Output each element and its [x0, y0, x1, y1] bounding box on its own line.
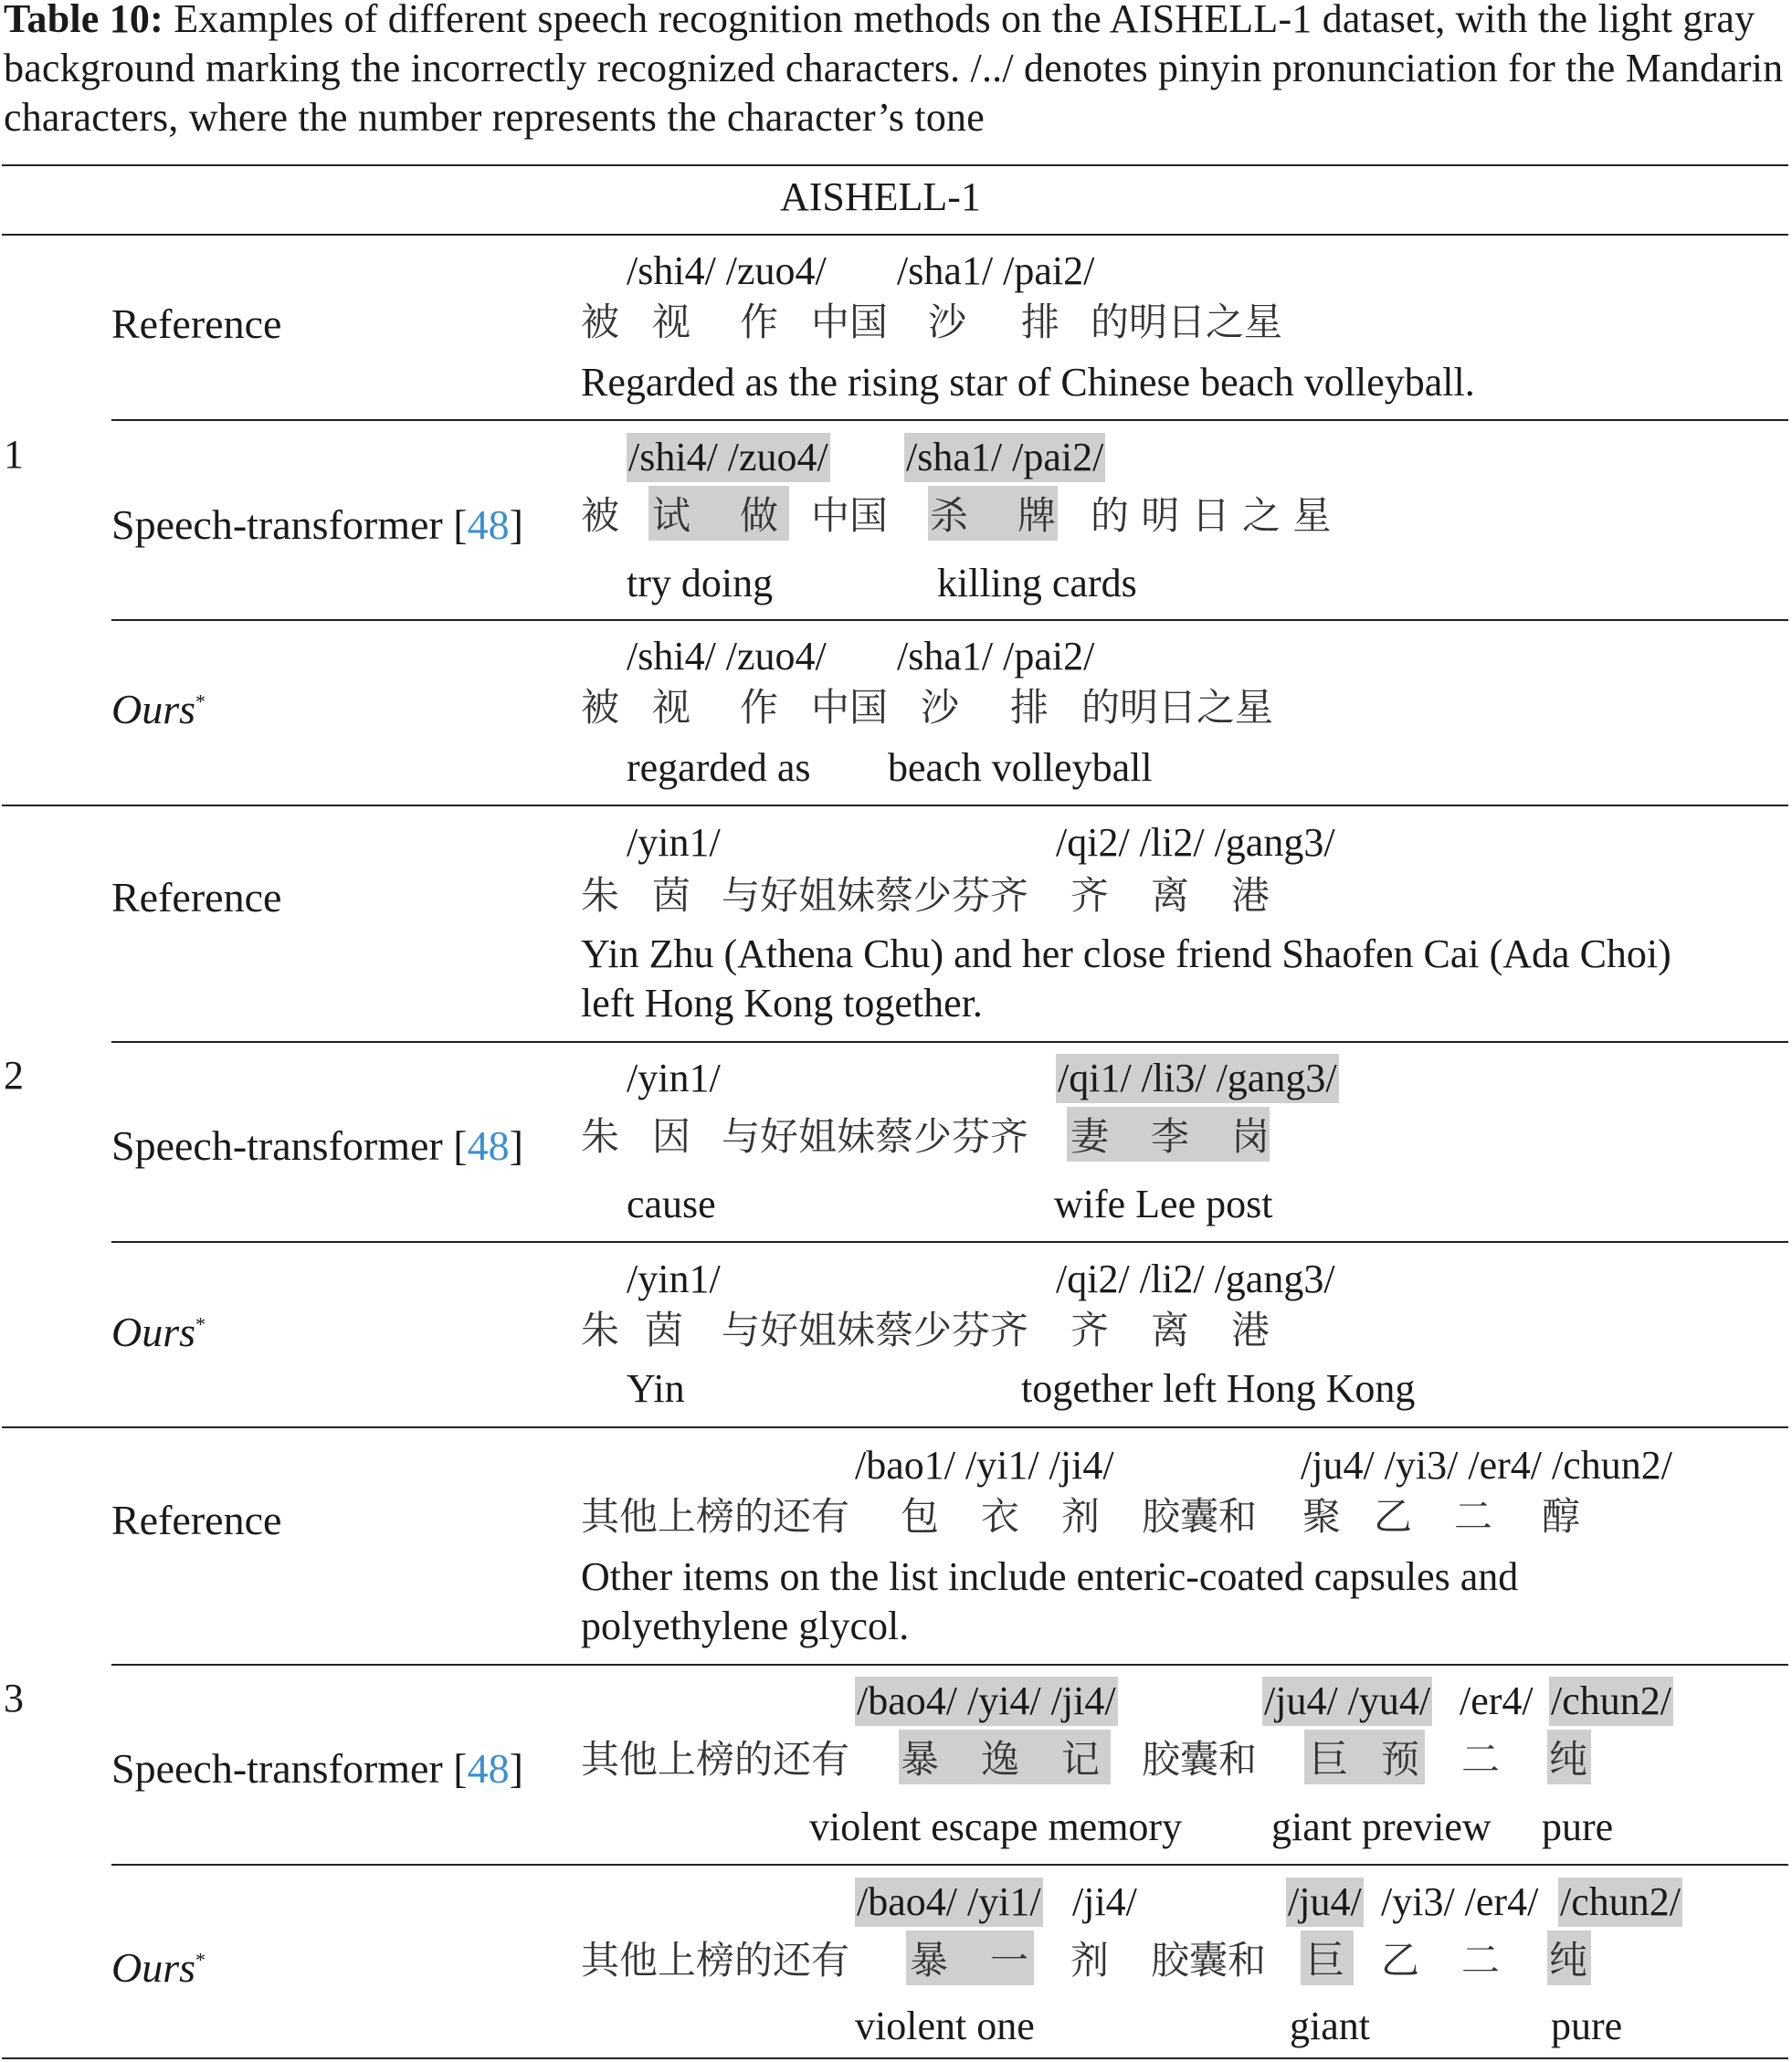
- group-divider: [2, 1426, 1788, 1428]
- hanzi-error: 做: [740, 493, 779, 538]
- hanzi: 离: [1151, 873, 1190, 918]
- translation: giant: [1290, 2004, 1370, 2048]
- hanzi: 茵: [652, 873, 691, 918]
- table-header: AISHELL-1: [780, 174, 981, 219]
- star-marker: *: [195, 1948, 206, 1972]
- pinyin-error: /bao4/ /yi1/: [855, 1878, 1043, 1927]
- method-name: Speech-transformer: [111, 1122, 443, 1169]
- translation: Other items on the list include enteric-coated capsules and: [581, 1554, 1519, 1599]
- method-label: Speech-transformer [48]: [111, 1745, 523, 1792]
- hanzi: 衣: [981, 1494, 1020, 1539]
- translation: pure: [1551, 2004, 1623, 2048]
- translation: cause: [627, 1182, 716, 1226]
- hanzi: 因: [652, 1114, 691, 1159]
- hanzi: 排: [1021, 300, 1060, 344]
- hanzi-error: 妻: [1070, 1114, 1110, 1159]
- hanzi: 港: [1231, 1308, 1270, 1352]
- hanzi: 二: [1454, 1494, 1493, 1539]
- hanzi: 作: [740, 685, 779, 730]
- pinyin: /ji4/: [1072, 1879, 1137, 1924]
- hanzi-error: 纯: [1549, 1737, 1588, 1782]
- translation: Yin: [627, 1366, 685, 1411]
- hanzi: 的 明 日 之 星: [1091, 493, 1332, 538]
- top-rule: [2, 164, 1788, 166]
- hanzi: 其他上榜的还有: [581, 1737, 850, 1782]
- hanzi: 的明日之星: [1091, 300, 1283, 344]
- hanzi: 剂: [1070, 1938, 1110, 1983]
- hanzi: 茵: [645, 1308, 684, 1352]
- group-divider: [2, 805, 1788, 806]
- hanzi-error: 巨: [1306, 1938, 1345, 1983]
- method-label: Reference: [111, 874, 282, 921]
- hanzi: 与好姐妹蔡少芬齐: [722, 873, 1029, 918]
- group-index: 2: [4, 1053, 24, 1098]
- translation: left Hong Kong together.: [581, 981, 983, 1026]
- method-label: Reference: [111, 300, 282, 347]
- translation: regarded as: [627, 745, 811, 790]
- pinyin: /yi3/ /er4/: [1381, 1879, 1539, 1924]
- method-label: [111, 1943, 206, 1992]
- hanzi-error: 暴: [910, 1938, 949, 1983]
- pinyin: /shi4/ /zuo4/: [627, 248, 827, 293]
- hanzi: 中国: [811, 300, 889, 344]
- method-name: Speech-transformer: [111, 1745, 443, 1792]
- row-divider: [111, 1664, 1788, 1666]
- row-divider: [111, 1041, 1788, 1043]
- hanzi: 被: [581, 493, 620, 538]
- group-index: 3: [4, 1676, 24, 1720]
- pinyin: /yin1/: [627, 820, 721, 865]
- method-name: Ours: [111, 686, 196, 732]
- row-divider: [111, 1864, 1788, 1866]
- hanzi: 港: [1231, 873, 1270, 918]
- pinyin: /qi2/ /li2/ /gang3/: [1056, 820, 1335, 865]
- hanzi: 中国: [811, 685, 889, 730]
- star-marker: *: [195, 689, 206, 713]
- translation: giant preview: [1271, 1804, 1492, 1849]
- hanzi: 二: [1461, 1938, 1501, 1983]
- translation: wife Lee post: [1054, 1182, 1273, 1226]
- hanzi-error: 记: [1061, 1737, 1101, 1782]
- hanzi: 沙: [921, 685, 960, 730]
- pinyin-error: /sha1/ /pai2/: [904, 433, 1105, 482]
- hanzi: 视: [652, 685, 691, 730]
- hanzi-error: 试: [652, 493, 691, 538]
- hanzi: 与好姐妹蔡少芬齐: [722, 1114, 1029, 1159]
- row-divider: [111, 1241, 1788, 1243]
- pinyin: /er4/: [1460, 1678, 1534, 1723]
- hanzi: 胶囊和: [1151, 1938, 1267, 1983]
- hanzi-error: 一: [990, 1938, 1029, 1983]
- hanzi: 齐: [1070, 873, 1110, 918]
- method-label: [111, 1308, 206, 1356]
- hanzi: 朱: [581, 873, 620, 918]
- hanzi: 剂: [1061, 1494, 1101, 1539]
- translation: Regarded as the rising star of Chinese beach volleyball.: [581, 360, 1475, 405]
- header-rule: [2, 234, 1788, 236]
- pinyin: /ju4/ /yi3/ /er4/ /chun2/: [1301, 1443, 1672, 1488]
- hanzi: 乙: [1381, 1938, 1420, 1983]
- method-label: Reference: [111, 1497, 282, 1543]
- hanzi-error: 巨: [1310, 1737, 1349, 1782]
- method-label: [111, 685, 206, 733]
- method-label: Speech-transformer [48]: [111, 1122, 523, 1169]
- row-divider: [111, 619, 1788, 621]
- hanzi-error: 牌: [1017, 493, 1057, 538]
- translation: beach volleyball: [888, 745, 1153, 790]
- translation: killing cards: [937, 561, 1137, 605]
- bottom-rule: [2, 2057, 1788, 2059]
- hanzi: 朱: [581, 1308, 620, 1352]
- translation: violent escape memory: [809, 1804, 1183, 1849]
- translation: pure: [1542, 1804, 1614, 1849]
- pinyin-error: /shi4/ /zuo4/: [627, 433, 830, 482]
- pinyin: /bao1/ /yi1/ /ji4/: [855, 1443, 1114, 1488]
- hanzi: 醇: [1542, 1494, 1581, 1539]
- hanzi: 离: [1151, 1308, 1190, 1352]
- citation-link[interactable]: 48: [467, 1745, 510, 1792]
- hanzi: 沙: [928, 300, 967, 344]
- pinyin-error: /chun2/: [1558, 1878, 1682, 1927]
- citation-link[interactable]: 48: [467, 501, 510, 548]
- pinyin: /shi4/ /zuo4/: [627, 634, 827, 679]
- hanzi: 乙: [1374, 1494, 1413, 1539]
- hanzi: 被: [581, 685, 620, 730]
- translation: try doing: [627, 561, 774, 605]
- method-label: Speech-transformer [48]: [111, 501, 523, 548]
- hanzi: 与好姐妹蔡少芬齐: [722, 1308, 1029, 1352]
- pinyin: /yin1/: [627, 1056, 721, 1100]
- pinyin-error: /bao4/ /yi4/ /ji4/: [855, 1677, 1118, 1726]
- caption-text: Examples of different speech recognition methods on the AISHELL-1 dataset, with the light gray background marking the incorrectly recognized characters. /../ denotes pinyin pronunciation for the Mandarin characters, where the number represents the character’s tone: [4, 0, 1784, 140]
- hanzi: 的明日之星: [1081, 685, 1274, 730]
- hanzi: 朱: [581, 1114, 620, 1159]
- hanzi-error: 杀: [930, 493, 969, 538]
- hanzi-error: 李: [1151, 1114, 1190, 1159]
- pinyin: /qi2/ /li2/ /gang3/: [1056, 1257, 1335, 1301]
- row-divider: [111, 419, 1788, 421]
- citation-link[interactable]: 48: [467, 1122, 510, 1169]
- translation: violent one: [855, 2004, 1035, 2048]
- method-name: Ours: [111, 1309, 196, 1355]
- hanzi: 包: [901, 1494, 940, 1539]
- hanzi: 其他上榜的还有: [581, 1494, 850, 1539]
- hanzi: 被: [581, 300, 620, 344]
- hanzi: 胶囊和: [1142, 1494, 1258, 1539]
- hanzi: 视: [652, 300, 691, 344]
- star-marker: *: [195, 1312, 206, 1336]
- group-index: 1: [4, 432, 24, 477]
- hanzi: 作: [740, 300, 779, 344]
- translation: together left Hong Kong: [1021, 1366, 1416, 1411]
- table-caption: [4, 0, 1788, 142]
- hanzi-error: 纯: [1549, 1938, 1588, 1983]
- hanzi: 排: [1010, 685, 1049, 730]
- hanzi-error: 逸: [981, 1737, 1020, 1782]
- hanzi: 齐: [1070, 1308, 1110, 1352]
- method-name: Speech-transformer: [111, 501, 443, 548]
- translation: Yin Zhu (Athena Chu) and her close friend Shaofen Cai (Ada Choi): [581, 931, 1671, 976]
- pinyin-error: /ju4/: [1286, 1878, 1364, 1927]
- pinyin: /yin1/: [627, 1257, 721, 1301]
- pinyin: /sha1/ /pai2/: [897, 634, 1095, 679]
- hanzi-error: 岗: [1231, 1114, 1270, 1159]
- translation: polyethylene glycol.: [581, 1604, 910, 1648]
- hanzi-error: 预: [1381, 1737, 1420, 1782]
- hanzi-error: 暴: [901, 1737, 940, 1782]
- hanzi: 其他上榜的还有: [581, 1938, 850, 1983]
- pinyin: /sha1/ /pai2/: [897, 248, 1095, 293]
- hanzi: 胶囊和: [1142, 1737, 1258, 1782]
- pinyin-error: /chun2/: [1549, 1677, 1673, 1726]
- caption-label: Table 10:: [4, 0, 163, 41]
- pinyin-error: /ju4/ /yu4/: [1262, 1677, 1432, 1726]
- pinyin-error: /qi1/ /li3/ /gang3/: [1056, 1054, 1339, 1103]
- hanzi: 中国: [811, 493, 889, 538]
- hanzi: 聚: [1302, 1494, 1342, 1539]
- method-name: Ours: [111, 1944, 196, 1991]
- hanzi: 二: [1461, 1737, 1501, 1782]
